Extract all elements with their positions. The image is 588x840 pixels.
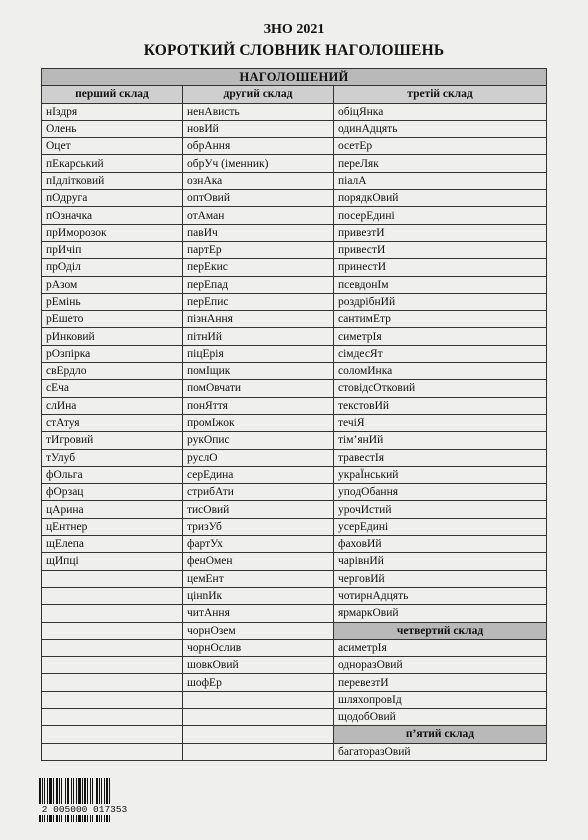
table-row — [42, 743, 547, 760]
cell-second-syllable: ознАка — [183, 172, 334, 189]
cell-first-syllable — [42, 605, 183, 622]
cell-second-syllable: обрАння — [183, 138, 334, 155]
subheader-fifth-syllable: п’ятий склад — [334, 726, 547, 743]
cell-third-syllable: обіцЯнка — [334, 103, 547, 120]
barcode-bar — [56, 778, 58, 822]
barcode-bar — [78, 778, 81, 822]
column-header-second-syllable: другий склад — [183, 86, 334, 103]
cell-second-syllable: руслО — [183, 449, 334, 466]
table-row — [42, 501, 547, 518]
barcode-bars — [38, 778, 132, 822]
barcode-bar — [87, 778, 88, 822]
cell-second-syllable: перЕпад — [183, 276, 334, 293]
table-row — [42, 708, 547, 725]
cell-third-syllable: сантимЕтр — [334, 311, 547, 328]
cell-second-syllable: тризУб — [183, 518, 334, 535]
table-row — [42, 155, 547, 172]
cell-second-syllable: шовкОвий — [183, 657, 334, 674]
barcode-bar — [104, 778, 105, 822]
cell-second-syllable: цемЕнт — [183, 570, 334, 587]
cell-second-syllable: обрУч (іменник) — [183, 155, 334, 172]
cell-first-syllable — [42, 657, 183, 674]
table-group-title: НАГОЛОШЕНИЙ — [42, 69, 547, 86]
cell-third-syllable: піалА — [334, 172, 547, 189]
cell-first-syllable — [42, 726, 183, 743]
barcode-bar — [82, 778, 83, 822]
cell-second-syllable: піцЕрія — [183, 345, 334, 362]
cell-second-syllable — [183, 691, 334, 708]
table-row — [42, 587, 547, 604]
barcode-bar — [109, 778, 110, 822]
table-row — [42, 518, 547, 535]
barcode-bar — [59, 778, 60, 822]
cell-fourth-syllable: одноразОвий — [334, 657, 547, 674]
cell-fourth-syllable: щодобОвий — [334, 708, 547, 725]
barcode-bar — [92, 778, 93, 822]
barcode-bar — [76, 778, 77, 822]
cell-first-syllable: сЕча — [42, 380, 183, 397]
table-row — [42, 380, 547, 397]
cell-second-syllable: цінnИк — [183, 587, 334, 604]
cell-third-syllable: переЛяк — [334, 155, 547, 172]
cell-first-syllable — [42, 639, 183, 656]
cell-first-syllable: рОзпірка — [42, 345, 183, 362]
cell-second-syllable: серЕдина — [183, 466, 334, 483]
cell-first-syllable: фОрзац — [42, 484, 183, 501]
cell-first-syllable: фОльга — [42, 466, 183, 483]
cell-first-syllable: щИпці — [42, 553, 183, 570]
cell-first-syllable — [42, 691, 183, 708]
cell-fourth-syllable: перевезтИ — [334, 674, 547, 691]
cell-first-syllable: рЕшето — [42, 311, 183, 328]
cell-first-syllable: стАтуя — [42, 414, 183, 431]
barcode-bar — [106, 778, 108, 822]
cell-first-syllable: слИна — [42, 397, 183, 414]
cell-second-syllable — [183, 708, 334, 725]
table-row — [42, 103, 547, 120]
barcode-bar — [49, 778, 52, 822]
table-row — [42, 674, 547, 691]
cell-second-syllable: читАння — [183, 605, 334, 622]
barcode-bar — [71, 778, 72, 822]
cell-first-syllable — [42, 570, 183, 587]
table-row — [42, 397, 547, 414]
column-header-third-syllable: третій склад — [334, 86, 547, 103]
cell-second-syllable: стрибАти — [183, 484, 334, 501]
barcode-bar — [53, 778, 54, 822]
barcode-bar — [44, 778, 45, 822]
table-row — [42, 605, 547, 622]
table-row — [42, 138, 547, 155]
cell-first-syllable — [42, 743, 183, 760]
barcode-bar — [90, 778, 91, 822]
cell-first-syllable: цЕнтнер — [42, 518, 183, 535]
cell-first-syllable — [42, 622, 183, 639]
cell-first-syllable: прИморозок — [42, 224, 183, 241]
cell-second-syllable: фартУх — [183, 536, 334, 553]
table-row — [42, 363, 547, 380]
table-row — [42, 293, 547, 310]
table-row — [42, 657, 547, 674]
cell-second-syllable: понЯття — [183, 397, 334, 414]
cell-fourth-syllable: шляхопровІд — [334, 691, 547, 708]
cell-second-syllable: новИй — [183, 120, 334, 137]
column-header-first-syllable: перший склад — [42, 86, 183, 103]
cell-third-syllable: травестІя — [334, 449, 547, 466]
cell-third-syllable: порядкОвий — [334, 190, 547, 207]
table-row — [42, 570, 547, 587]
cell-fourth-syllable: асиметрІя — [334, 639, 547, 656]
barcode-bar — [61, 778, 62, 822]
cell-third-syllable: посерЕдині — [334, 207, 547, 224]
cell-third-syllable: текстовИй — [334, 397, 547, 414]
table-row — [42, 276, 547, 293]
exam-label: ЗНО 2021 — [263, 22, 325, 37]
table-row — [42, 432, 547, 449]
cell-second-syllable: помОвчати — [183, 380, 334, 397]
cell-third-syllable: тім’янИй — [334, 432, 547, 449]
cell-first-syllable: пІдлітковий — [42, 172, 183, 189]
cell-second-syllable: перЕпис — [183, 293, 334, 310]
cell-second-syllable: помІщик — [183, 363, 334, 380]
cell-first-syllable — [42, 674, 183, 691]
cell-second-syllable: рукОпис — [183, 432, 334, 449]
cell-first-syllable: свЕрдло — [42, 363, 183, 380]
page-title: КОРОТКИЙ СЛОВНИК НАГОЛОШЕНЬ — [143, 42, 445, 59]
table-row — [42, 120, 547, 137]
cell-third-syllable: чотирнАдцять — [334, 587, 547, 604]
cell-third-syllable: сімдесЯт — [334, 345, 547, 362]
cell-second-syllable: перЕкис — [183, 259, 334, 276]
cell-third-syllable: псевдонІм — [334, 276, 547, 293]
cell-third-syllable: уподОбання — [334, 484, 547, 501]
cell-first-syllable: тИгровий — [42, 432, 183, 449]
cell-first-syllable — [42, 587, 183, 604]
table-row — [42, 345, 547, 362]
barcode — [38, 778, 132, 822]
table-row — [42, 726, 547, 743]
table-row — [42, 414, 547, 431]
cell-third-syllable: урочИстий — [334, 501, 547, 518]
barcode-bar — [42, 778, 43, 822]
cell-second-syllable: пізнАння — [183, 311, 334, 328]
cell-fifth-syllable: багаторазОвий — [334, 743, 547, 760]
cell-third-syllable: привестИ — [334, 241, 547, 258]
barcode-bar — [47, 778, 48, 822]
stress-dictionary-table — [41, 68, 547, 761]
subheader-fourth-syllable: четвертий склад — [334, 622, 547, 639]
table-row — [42, 449, 547, 466]
cell-third-syllable: усерЕдині — [334, 518, 547, 535]
table-row — [42, 466, 547, 483]
cell-first-syllable — [42, 708, 183, 725]
cell-first-syllable: щЕлепа — [42, 536, 183, 553]
cell-second-syllable — [183, 743, 334, 760]
cell-first-syllable: пОдруга — [42, 190, 183, 207]
cell-third-syllable: течіЯ — [334, 414, 547, 431]
cell-second-syllable: чорнОзем — [183, 622, 334, 639]
cell-second-syllable: тисОвий — [183, 501, 334, 518]
cell-second-syllable: оптОвий — [183, 190, 334, 207]
table-row — [42, 328, 547, 345]
cell-first-syllable: рИнковий — [42, 328, 183, 345]
cell-third-syllable: украЇнський — [334, 466, 547, 483]
table-row — [42, 639, 547, 656]
cell-third-syllable: осетЕр — [334, 138, 547, 155]
barcode-bar — [101, 778, 102, 822]
barcode-bar — [39, 778, 41, 822]
table-row — [42, 553, 547, 570]
cell-third-syllable: фаховИй — [334, 536, 547, 553]
table-row — [42, 190, 547, 207]
cell-second-syllable: шофЕр — [183, 674, 334, 691]
cell-first-syllable: рАзом — [42, 276, 183, 293]
barcode-bar — [65, 778, 66, 822]
cell-third-syllable: соломИнка — [334, 363, 547, 380]
cell-second-syllable: фенОмен — [183, 553, 334, 570]
cell-first-syllable: цАрина — [42, 501, 183, 518]
cell-first-syllable: прИчіп — [42, 241, 183, 258]
cell-third-syllable: привезтИ — [334, 224, 547, 241]
barcode-bar — [84, 778, 86, 822]
cell-third-syllable: принестИ — [334, 259, 547, 276]
table-row — [42, 622, 547, 639]
table-row — [42, 484, 547, 501]
cell-first-syllable: тУлуб — [42, 449, 183, 466]
cell-second-syllable: чорнОслив — [183, 639, 334, 656]
cell-first-syllable: пЕкарський — [42, 155, 183, 172]
cell-second-syllable: павИч — [183, 224, 334, 241]
cell-third-syllable: чарівнИй — [334, 553, 547, 570]
cell-third-syllable: ярмаркОвий — [334, 605, 547, 622]
cell-second-syllable: партЕр — [183, 241, 334, 258]
cell-first-syllable: рЕмінь — [42, 293, 183, 310]
table-row — [42, 207, 547, 224]
cell-third-syllable: роздрібнИй — [334, 293, 547, 310]
table-row — [42, 241, 547, 258]
cell-second-syllable: ненАвисть — [183, 103, 334, 120]
cell-first-syllable: Олень — [42, 120, 183, 137]
cell-third-syllable: стовідсОтковий — [334, 380, 547, 397]
table-row — [42, 172, 547, 189]
barcode-bar — [67, 778, 69, 822]
table-row — [42, 691, 547, 708]
barcode-bar — [96, 778, 98, 822]
cell-second-syllable: отАман — [183, 207, 334, 224]
cell-second-syllable — [183, 726, 334, 743]
cell-first-syllable: Оцет — [42, 138, 183, 155]
table-body — [42, 103, 547, 760]
table-row — [42, 311, 547, 328]
cell-third-syllable: одинАдцять — [334, 120, 547, 137]
cell-first-syllable: пОзначка — [42, 207, 183, 224]
table-row — [42, 259, 547, 276]
table-row — [42, 224, 547, 241]
cell-second-syllable: пітнИй — [183, 328, 334, 345]
cell-first-syllable: прОділ — [42, 259, 183, 276]
cell-first-syllable: нІздря — [42, 103, 183, 120]
cell-third-syllable: симетрІя — [334, 328, 547, 345]
barcode-bar — [73, 778, 74, 822]
cell-third-syllable: черговИй — [334, 570, 547, 587]
table-row — [42, 536, 547, 553]
cell-second-syllable: промІжок — [183, 414, 334, 431]
barcode-bar — [99, 778, 100, 822]
barcode-digits: 2 005000 017353 — [32, 804, 137, 815]
